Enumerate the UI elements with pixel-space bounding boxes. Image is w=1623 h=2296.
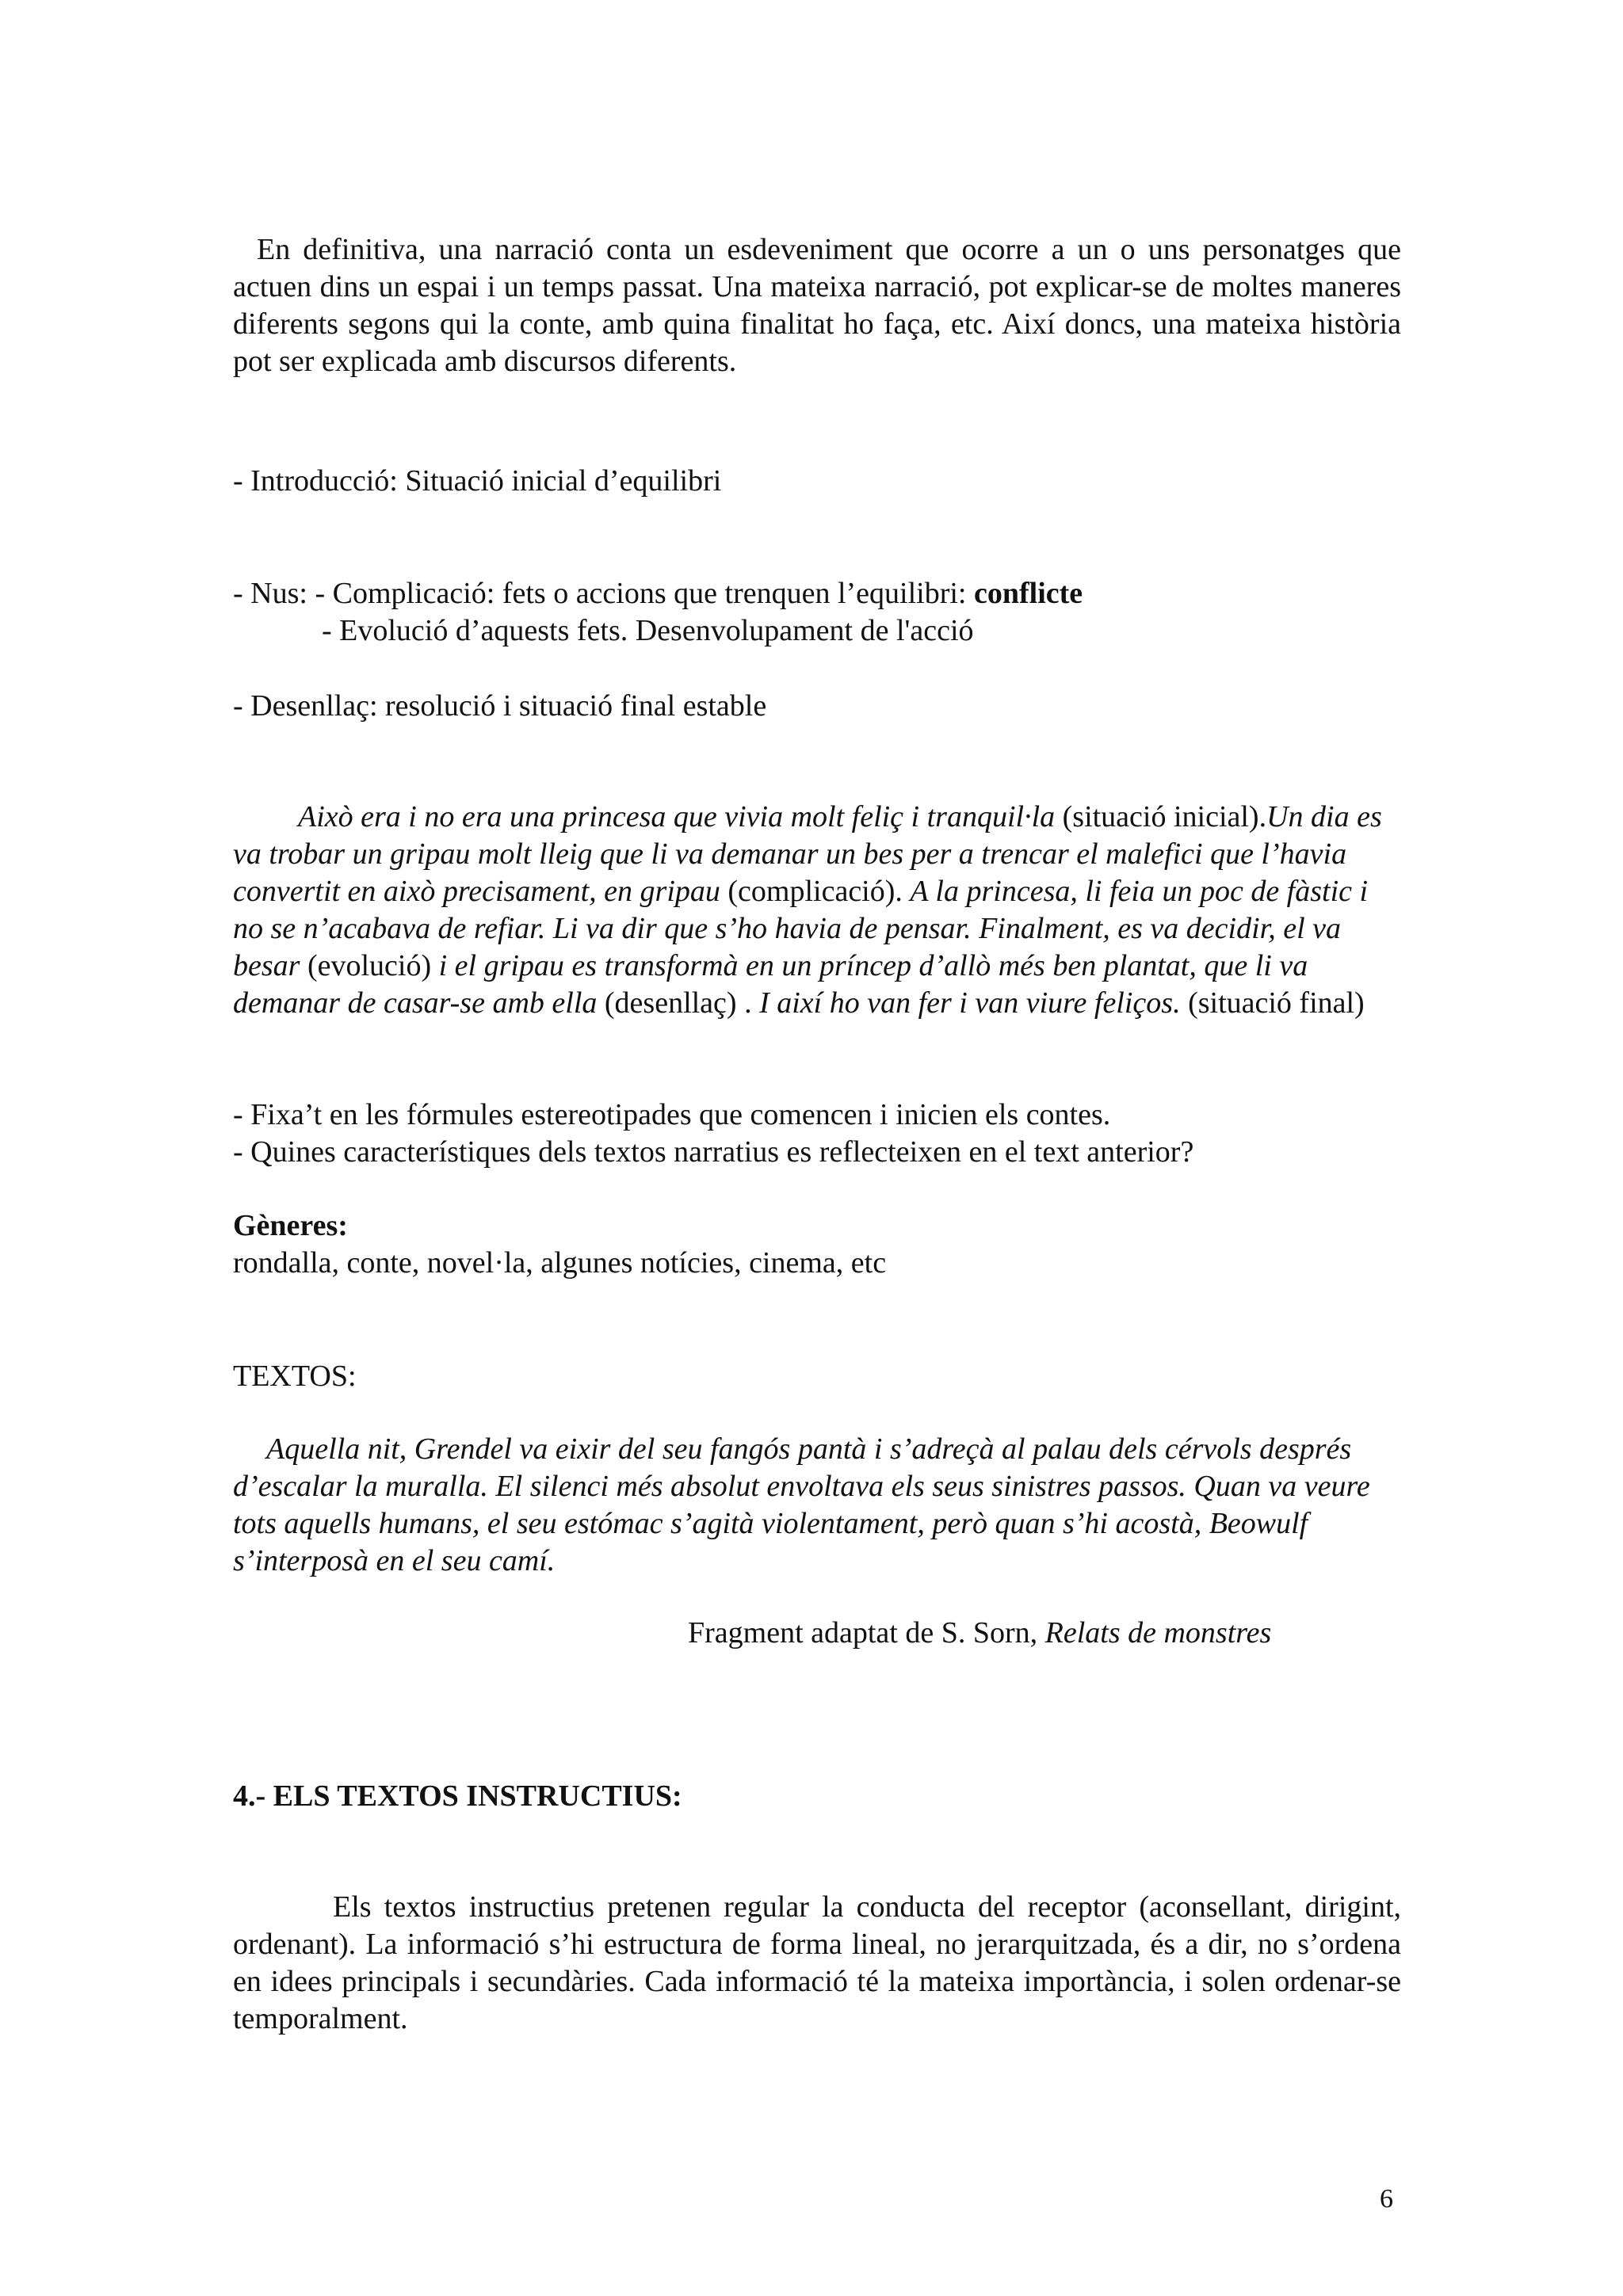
- structure-desenllac: - Desenllaç: resolució i situació final estable: [233, 689, 767, 723]
- structure-introduccio: - Introducció: Situació inicial d’equilibri: [233, 464, 722, 498]
- question-1: - Fixa’t en les fórmules estereotipades que comencen i inicien els contes.: [233, 1098, 1111, 1131]
- story-label-situacio-inicial: (situació inicial).: [1055, 800, 1267, 833]
- question-2: - Quines característiques dels textos narratius es reflecteixen en el text anterior?: [233, 1135, 1194, 1169]
- example-story: [233, 799, 1401, 1022]
- story-text-4: i el gripau es transformà en un príncep d’allò més ben plantat, que li va demanar de casar-se amb ella: [233, 949, 1308, 1020]
- story-text-3: A la princesa, li feia un poc de fàstic i no se n’acabava de refiar. Li va dir que s’ho havia de pensar. Finalment, es va decidir, el va besar: [233, 875, 1369, 982]
- fragment-source: [688, 1615, 1401, 1652]
- fragment-source-prefix: Fragment adaptat de S. Sorn,: [688, 1616, 1045, 1650]
- story-text-5: I així ho van fer i van viure feliços.: [759, 986, 1181, 1020]
- questions: [233, 1097, 1401, 1171]
- story-text-1: Això era i no era una princesa que vivia molt feliç i tranquil·la: [298, 800, 1056, 833]
- structure-evolucio: - Evolució d’aquests fets. Desenvolupament de l'acció: [322, 614, 974, 647]
- page-number: 6: [1380, 2184, 1393, 2214]
- fragment-source-title: Relats de monstres: [1044, 1616, 1272, 1650]
- textos-fragment: Aquella nit, Grendel va eixir del seu fangós pantà i s’adreçà al palau dels cérvols després d’escalar la muralla. El silenci més absolut envoltava els seus sinistres passos. Quan va veure tots aquells humans, el seu estómac s’agità violentament, però quan s’hi acostà, Beowulf s’interposà en el seu camí.: [233, 1432, 1370, 1577]
- story-label-complicacio: (complicació).: [720, 875, 911, 908]
- intro-paragraph: En definitiva, una narració conta un esdeveniment que ocorre a un o uns personatges que actuen dins un espai i un temps passat. Una mateixa narració, pot explicar-se de moltes maneres diferents segons qui la conte, amb quina finalitat ho faça, etc. Així doncs, una mateixa història pot ser explicada amb discursos diferents.: [233, 233, 1401, 378]
- structure-nus-text: - Nus: - Complicació: fets o accions que trenquen l’equilibri:: [233, 577, 974, 610]
- generes-list: rondalla, conte, novel·la, algunes notícies, cinema, etc: [233, 1246, 887, 1280]
- structure-nus: [233, 575, 1401, 612]
- story-text-2: Un dia es va trobar un gripau molt lleig que li va demanar un bes per a trencar el malefici que l’havia convertit en això precisament, en gripau: [233, 800, 1382, 908]
- generes-heading: Gèneres:: [233, 1209, 348, 1242]
- story-label-desenllac: (desenllaç) .: [597, 986, 760, 1020]
- section-4-paragraph: Els textos instructius pretenen regular la conducta del receptor (aconsellant, dirigint, ordenant). La informació s’hi estructura de forma lineal, no jerarquitzada, és a dir, no s’ordena en idees principals i secundàries. Cada informació té la mateixa importància, i solen ordenar-se temporalment.: [233, 1890, 1401, 2035]
- textos-heading: TEXTOS:: [233, 1360, 357, 1393]
- generes: [233, 1207, 1401, 1282]
- section-4-heading: 4.- ELS TEXTOS INSTRUCTIUS:: [233, 1779, 682, 1813]
- story-label-situacio-final: (situació final): [1180, 986, 1365, 1020]
- story-label-evolucio: (evolució): [300, 949, 439, 982]
- structure-nus-conflicte: conflicte: [973, 577, 1083, 610]
